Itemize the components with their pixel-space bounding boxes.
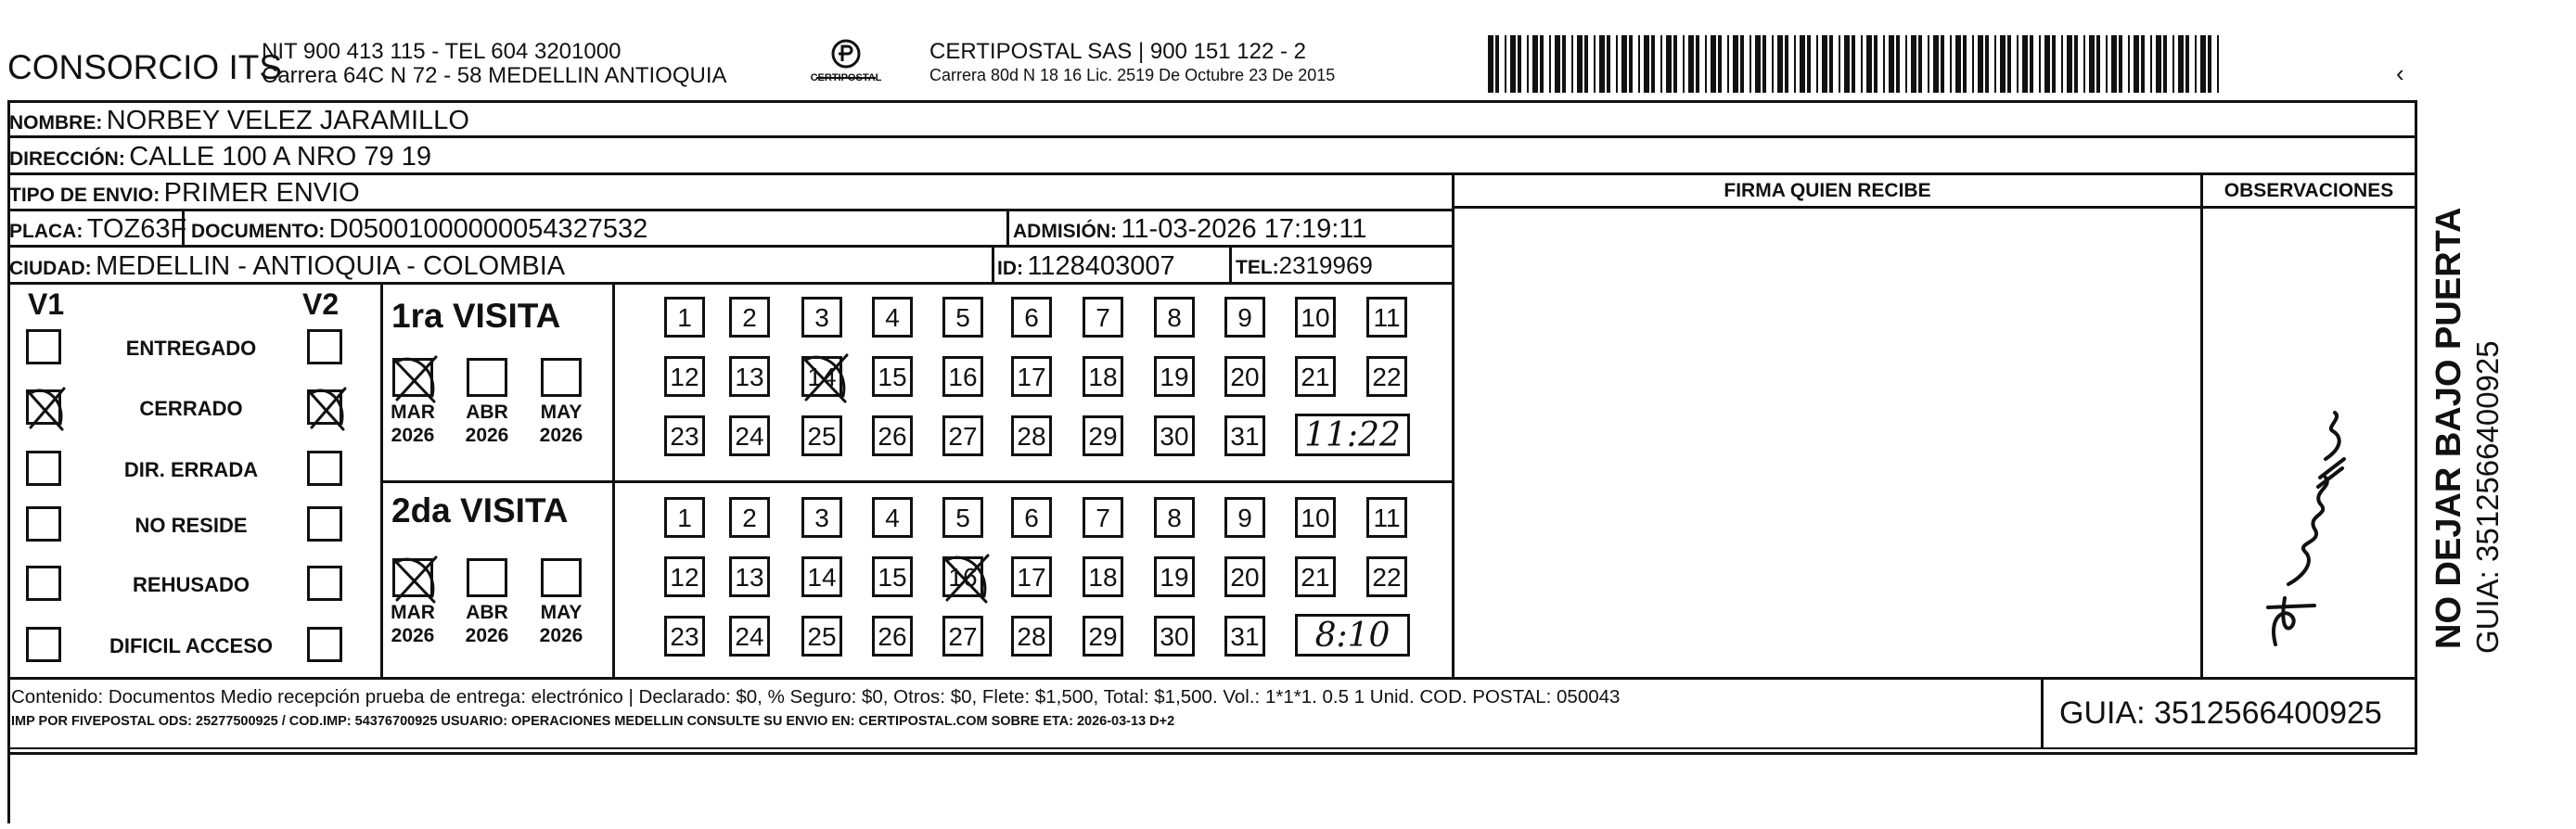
month-name: MAR [391, 602, 435, 623]
observations-area[interactable] [2203, 209, 2415, 677]
barcode-bar [2163, 35, 2167, 93]
barcode-bar [1629, 35, 1633, 93]
id-cell [997, 253, 1175, 280]
day-box-31[interactable]: 31 [1224, 415, 1265, 456]
day-box-24[interactable]: 24 [729, 616, 770, 657]
admission-value: 11-03-2026 17:19:11 [1121, 214, 1367, 244]
barcode-bar [1718, 35, 1722, 93]
visit1-title: 1ra VISITA [391, 297, 561, 335]
barcode-bar [1785, 35, 1788, 93]
day-box-6[interactable]: 6 [1011, 297, 1052, 338]
barcode-bar [1889, 35, 1894, 93]
company-nit-line: NIT 900 413 115 - TEL 604 3201000 [262, 39, 622, 64]
barcode-bar [1577, 35, 1583, 93]
visit2-title: 2da VISITA [391, 491, 569, 529]
barcode-bar [1638, 35, 1640, 93]
barcode-bar [2000, 35, 2006, 93]
day-box-2[interactable]: 2 [729, 497, 770, 538]
month-name: MAY [540, 602, 583, 623]
company-name: CONSORCIO ITS [7, 48, 283, 86]
day-box-13[interactable]: 13 [729, 556, 770, 597]
day-box-15[interactable]: 15 [872, 556, 913, 597]
barcode-bar [1896, 35, 1900, 93]
day-box-14[interactable]: 14 [801, 356, 842, 397]
barcode-bar [1950, 35, 1952, 93]
visit-time-box[interactable]: 11:22 [1295, 414, 1410, 456]
barcode-bar [1488, 35, 1493, 93]
day-box-13[interactable]: 13 [729, 356, 770, 397]
day-box-7[interactable]: 7 [1083, 297, 1123, 338]
v2-checkbox[interactable] [307, 389, 342, 425]
barcode-bar [1584, 35, 1588, 93]
barcode-bar [1918, 35, 1922, 93]
city-value: MEDELLIN - ANTIOQUIA - COLOMBIA [96, 251, 566, 281]
v2-checkbox[interactable] [307, 566, 342, 601]
day-box-22[interactable]: 22 [1366, 556, 1407, 597]
day-box-28[interactable]: 28 [1011, 616, 1052, 657]
barcode-bar [1933, 35, 1939, 93]
barcode-bar [1978, 35, 1983, 93]
barcode-bar [2007, 35, 2011, 93]
barcode-bar [2150, 35, 2152, 93]
barcode-bar [1518, 35, 1521, 93]
status-label: DIR. ERRADA [123, 458, 259, 481]
day-box-6[interactable]: 6 [1011, 497, 1052, 538]
day-box-27[interactable]: 27 [942, 616, 983, 657]
barcode-bar [1660, 35, 1662, 93]
barcode-bar [2074, 35, 2078, 93]
barcode-bar [1571, 35, 1573, 93]
day-box-16[interactable]: 16 [942, 356, 983, 397]
month-label [379, 401, 446, 447]
barcode-bar [1510, 35, 1516, 93]
plate-cell [9, 216, 186, 243]
guia-box: GUIA: 3512566400925 [2059, 695, 2382, 731]
day-box-7[interactable]: 7 [1083, 497, 1123, 538]
day-box-9[interactable]: 9 [1224, 497, 1265, 538]
barcode-bar [2061, 35, 2063, 93]
city-label: CIUDAD: [9, 258, 92, 279]
day-box-14[interactable]: 14 [801, 556, 842, 597]
recipient-address: CALLE 100 A NRO 79 19 [129, 142, 431, 172]
address-label: DIRECCIÓN: [9, 148, 125, 170]
day-box-25[interactable]: 25 [801, 415, 842, 456]
barcode-bar [2089, 35, 2095, 93]
day-box-29[interactable]: 29 [1083, 415, 1123, 456]
day-box-12[interactable]: 12 [664, 556, 705, 597]
barcode-bar [1800, 35, 1805, 93]
barcode-bar [1844, 35, 1850, 93]
barcode-bar [1905, 35, 1907, 93]
barcode-bar [1549, 35, 1551, 93]
day-box-28[interactable]: 28 [1011, 415, 1052, 456]
month-year: 2026 [391, 425, 435, 446]
status-label: NO RESIDE [135, 514, 248, 537]
day-box-23[interactable]: 23 [664, 616, 705, 657]
barcode-bar [1755, 35, 1761, 93]
document-value: D05001000000054327532 [328, 214, 648, 244]
barcode-bar [1749, 35, 1751, 93]
day-box-31[interactable]: 31 [1224, 616, 1265, 657]
day-box-19[interactable]: 19 [1154, 356, 1195, 397]
day-box-20[interactable]: 20 [1224, 356, 1265, 397]
barcode-bar [1562, 35, 1566, 93]
admission-cell [1013, 216, 1366, 243]
barcode-bar [1651, 35, 1655, 93]
barcode-bar [1711, 35, 1716, 93]
v2-label: V2 [302, 287, 340, 321]
barcode-bar [2044, 35, 2050, 93]
v1-checkbox[interactable] [26, 389, 61, 425]
barcode-bar [1666, 35, 1672, 93]
status-label: REHUSADO [133, 573, 250, 596]
v1-checkbox[interactable] [26, 627, 61, 662]
day-box-9[interactable]: 9 [1224, 297, 1265, 338]
day-box-2[interactable]: 2 [729, 297, 770, 338]
day-box-22[interactable]: 22 [1366, 356, 1407, 397]
signature-area[interactable] [1455, 209, 2200, 677]
day-box-15[interactable]: 15 [872, 356, 913, 397]
barcode-bar [2083, 35, 2085, 93]
month-year: 2026 [391, 625, 435, 646]
day-box-5[interactable]: 5 [942, 297, 983, 338]
barcode-bar [1822, 35, 1827, 93]
admission-label: ADMISIÓN: [1013, 221, 1117, 242]
day-box-16[interactable]: 16 [942, 556, 983, 597]
carrier-license-line: Carrera 80d N 18 16 Lic. 2519 De Octubre 23 De 2015 [929, 66, 1336, 84]
recipient-name: NORBEY VELEZ JARAMILLO [106, 106, 469, 135]
ship-type-label: TIPO DE ENVIO: [9, 185, 160, 206]
barcode-bar [2134, 35, 2139, 93]
barcode-bar [1727, 35, 1729, 93]
day-box-11[interactable]: 11 [1366, 297, 1407, 338]
barcode-bar [2128, 35, 2130, 93]
day-box-4[interactable]: 4 [872, 297, 913, 338]
barcode-bar [1599, 35, 1605, 93]
barcode-bar [1941, 35, 1944, 93]
barcode-bar [1621, 35, 1627, 93]
barcode-bar [1594, 35, 1596, 93]
day-box-1[interactable]: 1 [664, 297, 705, 338]
barcode-bar [1866, 35, 1872, 93]
barcode-bar [2156, 35, 2161, 93]
observaciones-header: OBSERVACIONES [2224, 180, 2394, 201]
name-label: NOMBRE: [9, 112, 103, 134]
barcode-bar [1683, 35, 1685, 93]
day-box-5[interactable]: 5 [942, 497, 983, 538]
barcode-bar [1673, 35, 1677, 93]
barcode-bar [2178, 35, 2184, 93]
barcode-bar [1852, 35, 1855, 93]
barcode-bar [2119, 35, 2122, 93]
id-label: ID: [997, 258, 1023, 279]
day-box-24[interactable]: 24 [729, 415, 770, 456]
barcode-bar [1705, 35, 1707, 93]
barcode-bar [1972, 35, 1974, 93]
day-box-29[interactable]: 29 [1083, 616, 1123, 657]
barcode-bar [2106, 35, 2108, 93]
tel-label: TEL: [1236, 257, 1279, 278]
barcode-bar [2067, 35, 2072, 93]
day-box-11[interactable]: 11 [1366, 497, 1407, 538]
day-box-18[interactable]: 18 [1083, 556, 1123, 597]
barcode-bar [1495, 35, 1499, 93]
day-box-21[interactable]: 21 [1295, 356, 1336, 397]
month-name: MAR [391, 402, 435, 423]
document-label: DOCUMENTO: [191, 221, 326, 242]
tel-value: 2319969 [1278, 251, 1373, 279]
day-box-30[interactable]: 30 [1154, 415, 1195, 456]
barcode-bar [1816, 35, 1818, 93]
barcode-bar [1861, 35, 1863, 93]
month-label [528, 401, 595, 447]
firma-header: FIRMA QUIEN RECIBE [1724, 180, 1931, 201]
day-box-18[interactable]: 18 [1083, 356, 1123, 397]
v2-checkbox[interactable] [307, 506, 342, 542]
day-box-20[interactable]: 20 [1224, 556, 1265, 597]
plate-label: PLACA: [9, 221, 83, 242]
document-cell [191, 216, 647, 243]
handwritten-signature [2203, 209, 2415, 677]
barcode-bar [2172, 35, 2174, 93]
barcode-bar [2030, 35, 2033, 93]
barcode-bar [2217, 35, 2219, 93]
day-box-25[interactable]: 25 [801, 616, 842, 657]
day-box-3[interactable]: 3 [801, 497, 842, 538]
day-box-10[interactable]: 10 [1295, 497, 1336, 538]
barcode-bar [1644, 35, 1649, 93]
day-box-12[interactable]: 12 [664, 356, 705, 397]
barcode-bar [1733, 35, 1738, 93]
status-label: ENTREGADO [125, 337, 257, 360]
tel-cell [1236, 253, 1373, 277]
barcode-bar [1928, 35, 1929, 93]
barcode-bar [1505, 35, 1506, 93]
carrier-name-line: CERTIPOSTAL SAS | 900 151 122 - 2 [929, 39, 1306, 64]
barcode-bar [2096, 35, 2100, 93]
day-box-3[interactable]: 3 [801, 297, 842, 338]
barcode-bar [1994, 35, 1996, 93]
barcode-bar [1829, 35, 1833, 93]
day-box-4[interactable]: 4 [872, 497, 913, 538]
barcode-bar [1985, 35, 1989, 93]
day-box-19[interactable]: 19 [1154, 556, 1195, 597]
ship-type-value: PRIMER ENVIO [163, 178, 360, 208]
barcode-bar [2052, 35, 2056, 93]
barcode-bar [1883, 35, 1885, 93]
day-box-17[interactable]: 17 [1011, 356, 1052, 397]
id-value: 1128403007 [1027, 251, 1175, 281]
day-box-26[interactable]: 26 [872, 415, 913, 456]
barcode-bar [2017, 35, 2019, 93]
no-dejar-bajo-puerta: NO DEJAR BAJO PUERTA [2429, 207, 2468, 649]
status-label: DIFICIL ACCESO [109, 634, 273, 657]
month-checkbox[interactable] [541, 558, 582, 597]
visit-time-box[interactable]: 8:10 [1295, 614, 1410, 657]
v1-checkbox[interactable] [26, 506, 61, 542]
day-box-17[interactable]: 17 [1011, 556, 1052, 597]
barcode-bar [2208, 35, 2211, 93]
address-row [9, 144, 431, 171]
day-box-30[interactable]: 30 [1154, 616, 1195, 657]
day-box-8[interactable]: 8 [1154, 497, 1195, 538]
day-box-23[interactable]: 23 [664, 415, 705, 456]
barcode-bar [1772, 35, 1774, 93]
barcode-bar [2185, 35, 2189, 93]
barcode [1488, 35, 2226, 93]
barcode-bar [1794, 35, 1796, 93]
plate-value: TOZ63F [86, 214, 187, 244]
v2-checkbox[interactable] [307, 451, 342, 486]
side-vertical-text [2416, 139, 2572, 658]
month-checkbox[interactable] [467, 358, 507, 397]
side-guia: GUIA: 3512566400925 [2470, 340, 2505, 654]
barcode-bar [2200, 35, 2206, 93]
month-year: 2026 [539, 425, 583, 446]
barcode-bar [2039, 35, 2041, 93]
v1-label: V1 [28, 287, 65, 321]
month-year: 2026 [465, 425, 509, 446]
month-label [454, 601, 520, 647]
day-box-10[interactable]: 10 [1295, 297, 1336, 338]
month-checkbox[interactable] [392, 358, 433, 397]
barcode-bar [1777, 35, 1783, 93]
corner-mark: ‹ [2396, 59, 2404, 87]
v1-checkbox[interactable] [26, 451, 61, 486]
city-cell [9, 253, 565, 280]
month-name: ABR [466, 402, 508, 423]
barcode-bar [1963, 35, 1967, 93]
month-year: 2026 [465, 625, 509, 646]
barcode-bar [2195, 35, 2197, 93]
barcode-bar [1616, 35, 1618, 93]
v2-checkbox[interactable] [307, 627, 342, 662]
barcode-bar [1807, 35, 1811, 93]
barcode-bar [1762, 35, 1766, 93]
barcode-bar [1874, 35, 1878, 93]
status-label: CERRADO [139, 397, 243, 420]
content-line: Contenido: Documentos Medio recepción prueba de entrega: electrónico | Declarado: $0, % Seguro: $0, Otros: $0, Flete: $1,500, Total: $1,500. Vol.: 1*1*1. 0.5 1 Unid. COD. POSTAL: 050043 [11, 686, 1621, 708]
barcode-bar [1696, 35, 1699, 93]
logo-caption: CERTIPOSTAL [810, 72, 882, 83]
day-box-21[interactable]: 21 [1295, 556, 1336, 597]
barcode-bar [1527, 35, 1529, 93]
day-box-27[interactable]: 27 [942, 415, 983, 456]
day-box-8[interactable]: 8 [1154, 297, 1195, 338]
company-address-line: Carrera 64C N 72 - 58 MEDELLIN ANTIOQUIA [262, 63, 727, 88]
month-checkbox[interactable] [467, 558, 507, 597]
v2-checkbox[interactable] [307, 329, 342, 364]
barcode-bar [1839, 35, 1840, 93]
barcode-bar [2022, 35, 2028, 93]
month-name: MAY [540, 402, 583, 423]
ship-type-row [9, 180, 360, 207]
certipostal-logo [809, 37, 883, 93]
v1-checkbox[interactable] [26, 566, 61, 601]
day-box-26[interactable]: 26 [872, 616, 913, 657]
month-label [454, 401, 520, 447]
month-checkbox[interactable] [392, 558, 433, 597]
name-row [9, 108, 469, 134]
month-year: 2026 [539, 625, 583, 646]
barcode-bar [2111, 35, 2117, 93]
month-checkbox[interactable] [541, 358, 582, 397]
barcode-bar [1532, 35, 1538, 93]
barcode-bar [2141, 35, 2145, 93]
barcode-bar [1911, 35, 1916, 93]
barcode-bar [1740, 35, 1744, 93]
month-label [528, 601, 595, 647]
barcode-bar [1555, 35, 1560, 93]
barcode-bar [1688, 35, 1694, 93]
month-name: ABR [466, 602, 508, 623]
v1-checkbox[interactable] [26, 329, 61, 364]
month-label [379, 601, 446, 647]
barcode-bar [1607, 35, 1610, 93]
imp-line: IMP POR FIVEPOSTAL ODS: 25277500925 / COD.IMP: 54376700925 USUARIO: OPERACIONES MEDELLIN CONSULTE SU ENVIO EN: CERTIPOSTAL.COM SOBRE ETA: 2026-03-13 D+2 [11, 714, 1175, 729]
day-box-1[interactable]: 1 [664, 497, 705, 538]
barcode-bar [1955, 35, 1961, 93]
barcode-bar [1540, 35, 1544, 93]
